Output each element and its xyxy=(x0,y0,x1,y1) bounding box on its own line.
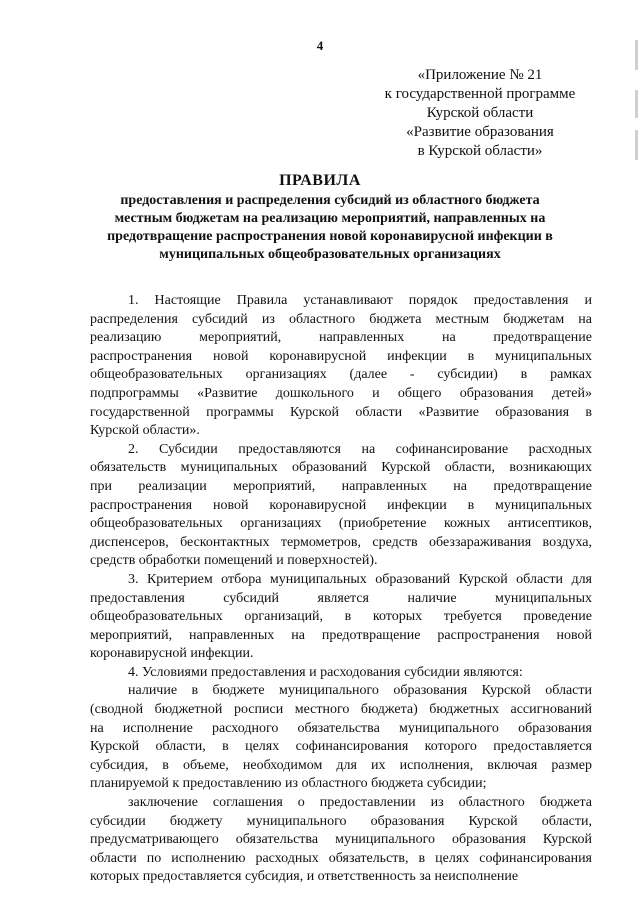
paragraph xyxy=(90,292,592,441)
paragraph-line: распространения новой коронавирусной инфекции в муниципальных xyxy=(90,497,592,513)
paragraph-line: Курской области, в целях софинансирования которого предоставляется xyxy=(90,739,592,755)
subtitle-line: местным бюджетам на реализацию мероприятий, направленных на xyxy=(114,211,546,226)
paragraph-line: наличие в бюджете муниципального образования Курской области xyxy=(128,683,592,699)
paragraph-line: 4. Условиями предоставления и расходования субсидии являются: xyxy=(128,664,523,680)
paragraph-line: заключение соглашения о предоставлении из областного бюджета xyxy=(128,795,592,811)
scan-edge-mark xyxy=(635,130,638,160)
appendix-line: в Курской области» xyxy=(417,143,543,159)
paragraph-line: 2. Субсидии предоставляются на софинансирование расходных xyxy=(128,441,592,457)
appendix-line: «Приложение № 21 xyxy=(417,67,543,83)
paragraph xyxy=(90,441,592,571)
paragraph-line: коронавирусной инфекции. xyxy=(90,646,254,662)
paragraph-line: распределения субсидий из областного бюджета местным бюджетам на xyxy=(90,311,592,327)
paragraph xyxy=(90,664,592,683)
page-number: 4 xyxy=(316,38,324,53)
paragraph-line: (сводной бюджетной росписи местного бюджета) бюджетных ассигнований xyxy=(90,702,592,718)
appendix-line: Курской области xyxy=(426,105,534,121)
paragraph-line: мероприятий, направленных на предотвращение распространения новой xyxy=(90,627,592,643)
subtitle-line: муниципальных общеобразовательных организациях xyxy=(159,247,501,262)
paragraph-line: реализацию мероприятий, направленных на предотвращение xyxy=(90,330,592,346)
paragraph-line: подпрограммы «Развитие дошкольного и общего образования детей» xyxy=(90,385,592,401)
paragraph-line: средств обработки помещений и поверхностей). xyxy=(90,553,378,569)
paragraph-line: 1. Настоящие Правила устанавливают порядок предоставления и xyxy=(128,293,592,308)
paragraph-line: планируемой к предоставлению из областного бюджета субсидии; xyxy=(90,776,487,792)
paragraph-line: при реализации мероприятий, направленных на предотвращение xyxy=(90,478,592,494)
paragraph-line: диспенсеров, бесконтактных термометров, средств обеззараживания воздуха, xyxy=(90,534,592,550)
paragraph-line: предусматривающего обязательства муниципального образования Курской xyxy=(90,832,592,848)
subtitle-line: предоставления и распределения субсидий из областного бюджета xyxy=(120,193,540,208)
paragraph-line: которых предоставляется субсидия, и ответственность за неисполнение xyxy=(90,869,519,885)
paragraph xyxy=(90,571,592,664)
paragraph-line: на исполнение расходного обязательства муниципального образования xyxy=(90,720,592,736)
scan-edge-mark xyxy=(635,90,638,118)
paragraph-line: 3. Критерием отбора муниципальных образований Курской области для xyxy=(128,571,592,587)
paragraph-line: предоставления субсидий является наличие муниципальных xyxy=(90,590,592,606)
paragraph-line: государственной программы Курской области «Развитие образования в xyxy=(90,404,592,420)
paragraph-line: общеобразовательных организациях (приобретение кожных антисептиков, xyxy=(90,516,592,532)
paragraph-line: общеобразовательных организациях (далее - субсидии) в рамках xyxy=(90,367,592,383)
subtitle-line: предотвращение распространения новой коронавирусной инфекции в xyxy=(107,229,553,244)
document-title: ПРАВИЛА xyxy=(279,172,361,189)
appendix-line: «Развитие образования xyxy=(406,124,554,140)
paragraph-line: распространения новой коронавирусной инфекции в муниципальных xyxy=(90,348,592,364)
paragraph xyxy=(90,682,592,794)
paragraph-line: области по исполнению расходных обязательств, в целях софинансирования xyxy=(90,850,592,866)
appendix-line: к государственной программе xyxy=(384,86,576,102)
paragraph-line: субсидия, в объеме, необходимом для их исполнения, включая размер xyxy=(90,757,592,773)
paragraph-line: общеобразовательных организаций, в которых требуется проведение xyxy=(90,609,592,625)
scan-edge-mark xyxy=(635,40,638,70)
document-body xyxy=(90,292,592,887)
paragraph-line: субсидии бюджету муниципального образования Курской области, xyxy=(90,813,592,829)
appendix-reference xyxy=(360,66,600,161)
paragraph-line: обязательств муниципальных образований Курской области, возникающих xyxy=(90,460,592,476)
paragraph-line: Курской области». xyxy=(90,423,200,439)
paragraph xyxy=(90,794,592,887)
document-subtitle xyxy=(80,192,580,264)
